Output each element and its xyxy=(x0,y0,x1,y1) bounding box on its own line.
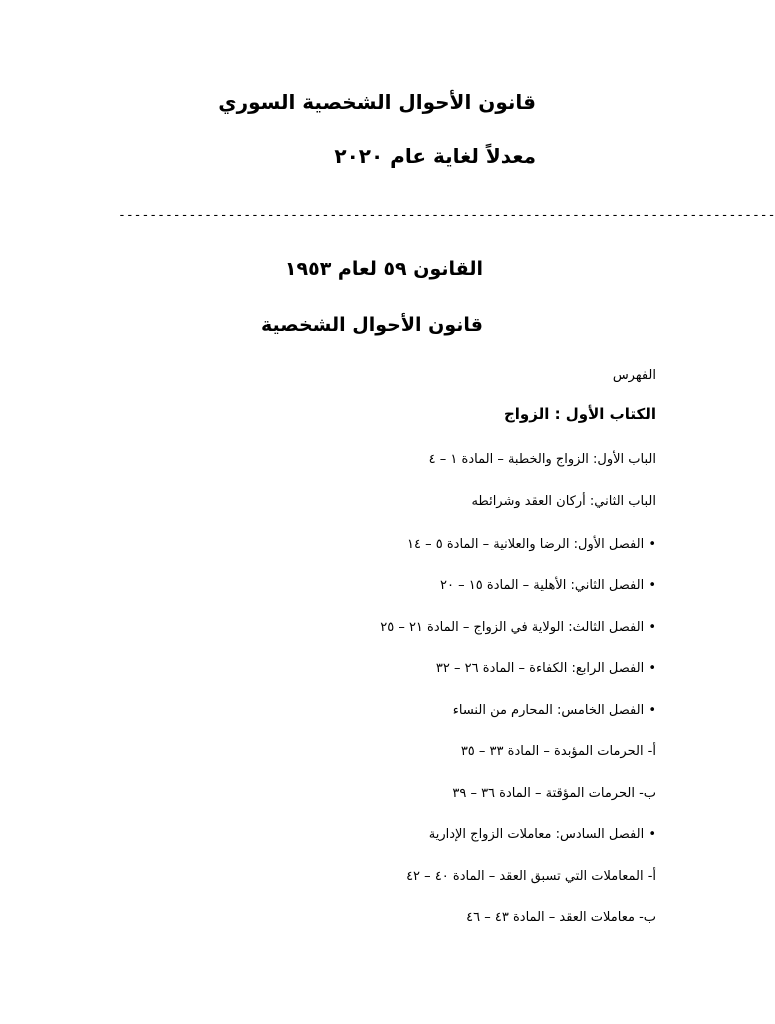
toc-heading: الفهرس xyxy=(612,368,656,383)
law-number: القانون ٥٩ لعام ١٩٥٣ xyxy=(284,258,483,280)
law-name: قانون الأحوال الشخصية xyxy=(260,314,483,336)
toc-entry: ب- معاملات العقد – المادة ٤٣ – ٤٦ xyxy=(466,910,656,925)
toc-book-title: الكتاب الأول : الزواج xyxy=(503,405,656,423)
toc-entry: أ- الحرمات المؤبدة – المادة ٣٣ – ٣٥ xyxy=(460,744,656,759)
toc-entry: • الفصل الثاني: الأهلية – المادة ١٥ – ٢٠ xyxy=(440,578,656,593)
toc-entry: الباب الأول: الزواج والخطبة – المادة ١ – ٤ xyxy=(428,452,656,467)
toc-entry: • الفصل الرابع: الكفاءة – المادة ٢٦ – ٣٢ xyxy=(435,661,656,676)
toc-entry: • الفصل الأول: الرضا والعلانية – المادة ٥ – ١٤ xyxy=(407,537,656,552)
toc-entry: • الفصل السادس: معاملات الزواج الإدارية xyxy=(428,827,656,842)
toc-entry: ب- الحرمات المؤقتة – المادة ٣٦ – ٣٩ xyxy=(452,786,656,801)
toc-entry: أ- المعاملات التي تسبق العقد – المادة ٤٠ – ٤٢ xyxy=(406,869,656,884)
document-subtitle: معدلاً لغاية عام ٢٠٢٠ xyxy=(334,144,536,168)
toc-entry: الباب الثاني: أركان العقد وشرائطه xyxy=(471,494,656,509)
document-title: قانون الأحوال الشخصية السوري xyxy=(218,90,536,114)
toc-entry: • الفصل الثالث: الولاية في الزواج – المادة ٢١ – ٢٥ xyxy=(380,620,656,635)
toc-entry: • الفصل الخامس: المحارم من النساء xyxy=(452,703,656,718)
divider-line: ------------------------------------------------------------------------------------ xyxy=(118,208,775,223)
